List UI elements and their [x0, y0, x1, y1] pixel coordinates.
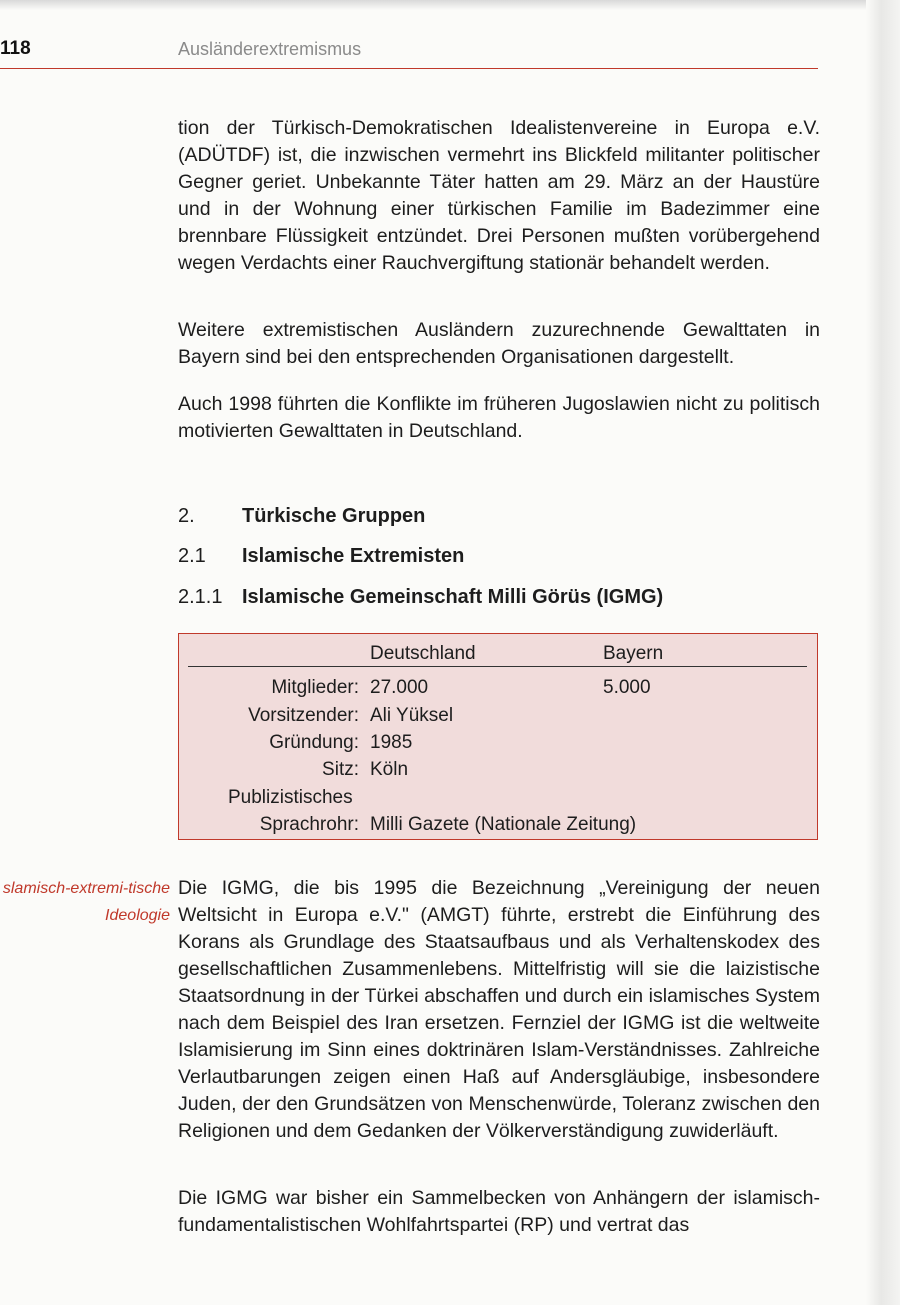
fact-row-publication-label	[179, 784, 817, 811]
section-heading-2-1	[178, 542, 464, 570]
chair-value: Ali Yüksel	[370, 705, 454, 726]
seat-label: Sitz:	[322, 759, 359, 780]
members-germany-value: 27.000	[370, 677, 429, 698]
fact-row-publication	[179, 811, 817, 838]
body-paragraph-3: Auch 1998 führten die Konflikte im früheren Jugoslawien nicht zu politisch motivierten Gewalttaten in Deutschland.	[178, 393, 820, 442]
section-number: 2.1	[178, 545, 206, 567]
fact-row-founded	[179, 729, 817, 756]
fact-box-rule	[188, 666, 807, 667]
seat-value: Köln	[370, 759, 409, 780]
founded-value: 1985	[370, 732, 413, 753]
chair-label: Vorsitzender:	[248, 705, 359, 726]
page-number: 118	[0, 38, 31, 59]
body-paragraph-1: tion der Türkisch-Demokratischen Idealistenvereine in Europa e.V. (ADÜTDF) ist, die inzwischen vermehrt ins Blickfeld militanter politischer Gegner geriet. Unbekannte Täter hatten am 29. März an der Haustüre und in der Wohnung einer türkischen Familie im Badezimmer eine brennbare Flüssigkeit entzündet. Drei Personen mußten vorübergehend wegen Verdachts einer Rauchvergiftung stationär behandelt werden.	[178, 117, 820, 274]
fact-row-seat	[179, 756, 817, 783]
section-title: Islamische Gemeinschaft Milli Görüs (IGMG)	[242, 586, 664, 608]
organization-fact-box	[178, 633, 818, 840]
members-bavaria-value: 5.000	[603, 677, 651, 698]
section-title: Türkische Gruppen	[242, 505, 426, 527]
members-label: Mitglieder:	[271, 677, 359, 698]
section-number: 2.	[178, 505, 195, 527]
body-paragraph-2: Weitere extremistischen Ausländern zuzurechnende Gewalttaten in Bayern sind bei den entsprechenden Organisationen dargestellt.	[178, 319, 820, 368]
header-rule	[0, 68, 818, 69]
section-heading-2-1-1	[178, 583, 663, 611]
fact-row-members	[179, 674, 817, 701]
margin-note: slamisch-extremi-tische Ideologie	[2, 880, 170, 924]
page-right-shadow	[866, 0, 900, 1305]
column-header-germany: Deutschland	[370, 643, 476, 664]
founded-label: Gründung:	[269, 732, 359, 753]
page-header	[0, 38, 818, 68]
body-paragraph-5: Die IGMG war bisher ein Sammelbecken von Anhängern der islamisch-fundamentalistischen Wohlfahrtspartei (RP) und vertrat das	[178, 1187, 820, 1236]
section-heading-2	[178, 502, 425, 530]
fact-row-chair	[179, 702, 817, 729]
publication-label-line-1: Publizistisches	[228, 787, 353, 808]
publication-label-line-2: Sprachrohr:	[259, 814, 359, 835]
section-number: 2.1.1	[178, 586, 223, 608]
column-header-bavaria: Bayern	[603, 643, 664, 664]
body-paragraph-4: Die IGMG, die bis 1995 die Bezeichnung „Vereinigung der neuen Weltsicht in Europa e.V." (AMGT) führte, erstrebt die Einführung des Korans als Grundlage des Staatsaufbaus und als Verhaltenskodex des gesellschaftlichen Zusammenlebens. Mittelfristig will sie die laizistische Staatsordnung in der Türkei abschaffen und durch ein islamisches System nach dem Beispiel des Iran ersetzen. Fernziel der IGMG ist die weltweite Islamisierung im Sinn eines doktrinären Islam-Verständnisses. Zahlreiche Verlautbarungen zeigen einen Haß auf Andersgläubige, insbesondere Juden, der den Grundsätzen von Menschenwürde, Toleranz zwischen den Religionen und dem Gedanken der Völkerverständigung zuwiderläuft.	[178, 877, 820, 1142]
running-title: Ausländerextremismus	[178, 39, 362, 59]
page-top-shadow	[0, 0, 900, 10]
section-title: Islamische Extremisten	[242, 545, 465, 567]
publication-value: Milli Gazete (Nationale Zeitung)	[370, 814, 637, 835]
